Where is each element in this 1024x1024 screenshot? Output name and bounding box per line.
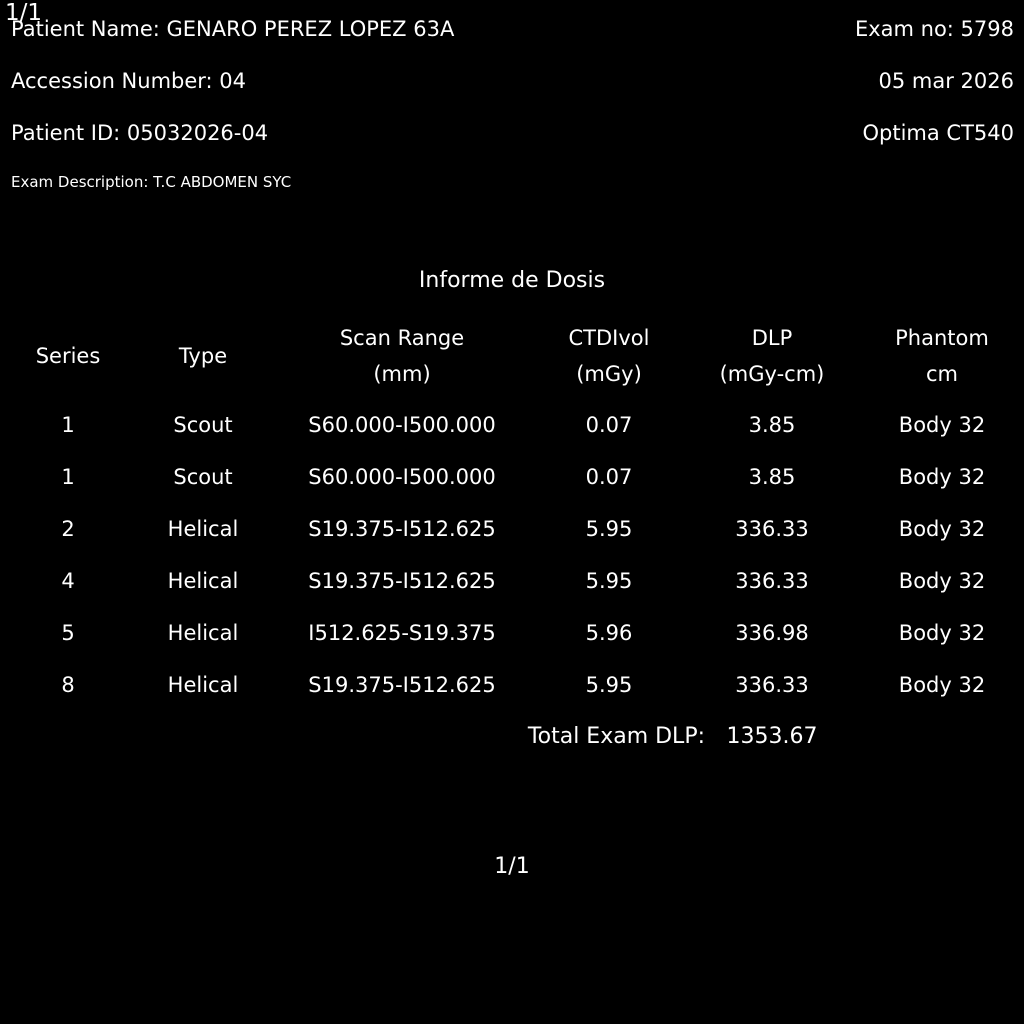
cell-scan-range: S19.375-I512.625 [308, 673, 496, 697]
column-header-dlp [697, 320, 847, 392]
column-header-ctdivol-line1: CTDIvol [568, 326, 650, 350]
column-header-type: Type [178, 344, 228, 368]
patient-name: Patient Name: GENARO PEREZ LOPEZ 63A [11, 17, 455, 41]
cell-series: 8 [61, 673, 75, 697]
total-exam-dlp-value: 1353.67 [726, 724, 818, 749]
cell-phantom: Body 32 [898, 465, 986, 489]
cell-phantom: Body 32 [898, 673, 986, 697]
cell-phantom: Body 32 [898, 413, 986, 437]
cell-scan-range: S60.000-I500.000 [308, 413, 496, 437]
cell-type: Scout [173, 413, 233, 437]
column-header-series: Series [35, 344, 101, 368]
column-header-scan-range-line2: (mm) [373, 362, 431, 386]
column-header-dlp-line2: (mGy-cm) [719, 362, 825, 386]
cell-ctdivol: 0.07 [585, 465, 633, 489]
cell-scan-range: S19.375-I512.625 [308, 517, 496, 541]
exam-description: Exam Description: T.C ABDOMEN SYC [11, 173, 292, 191]
column-header-dlp-line1: DLP [751, 326, 793, 350]
cell-type: Helical [167, 621, 239, 645]
cell-phantom: Body 32 [898, 569, 986, 593]
total-exam-dlp-label: Total Exam DLP: [527, 724, 705, 749]
cell-dlp: 336.98 [735, 621, 809, 645]
cell-phantom: Body 32 [898, 517, 986, 541]
patient-id: Patient ID: 05032026-04 [11, 121, 269, 145]
cell-type: Helical [167, 569, 239, 593]
cell-dlp: 336.33 [735, 517, 809, 541]
cell-ctdivol: 5.95 [585, 673, 633, 697]
cell-type: Scout [173, 465, 233, 489]
cell-series: 4 [61, 569, 75, 593]
cell-ctdivol: 0.07 [585, 413, 633, 437]
report-title: Informe de Dosis [418, 268, 606, 293]
cell-series: 2 [61, 517, 75, 541]
cell-ctdivol: 5.95 [585, 517, 633, 541]
column-header-phantom-line2: cm [925, 362, 958, 386]
cell-ctdivol: 5.96 [585, 621, 633, 645]
cell-dlp: 3.85 [748, 465, 796, 489]
cell-phantom: Body 32 [898, 621, 986, 645]
cell-dlp: 336.33 [735, 569, 809, 593]
cell-type: Helical [167, 673, 239, 697]
cell-dlp: 3.85 [748, 413, 796, 437]
column-header-scan-range-line1: Scan Range [339, 326, 465, 350]
cell-series: 1 [61, 413, 75, 437]
cell-ctdivol: 5.95 [585, 569, 633, 593]
cell-dlp: 336.33 [735, 673, 809, 697]
cell-series: 1 [61, 465, 75, 489]
column-header-phantom-line1: Phantom [895, 326, 989, 350]
corner-page-indicator: 1/1 [5, 0, 43, 26]
exam-number: Exam no: 5798 [854, 17, 1014, 41]
cell-type: Helical [167, 517, 239, 541]
exam-date: 05 mar 2026 [878, 69, 1014, 93]
column-header-phantom [862, 320, 1022, 392]
column-header-ctdivol-line2: (mGy) [576, 362, 642, 386]
page-number: 1/1 [494, 854, 530, 879]
column-header-ctdivol [534, 320, 684, 392]
cell-series: 5 [61, 621, 75, 645]
cell-scan-range: S60.000-I500.000 [308, 465, 496, 489]
column-header-scan-range [282, 320, 522, 392]
scanner-model: Optima CT540 [862, 121, 1014, 145]
accession-number: Accession Number: 04 [11, 69, 247, 93]
cell-scan-range: S19.375-I512.625 [308, 569, 496, 593]
cell-scan-range: I512.625-S19.375 [308, 621, 496, 645]
